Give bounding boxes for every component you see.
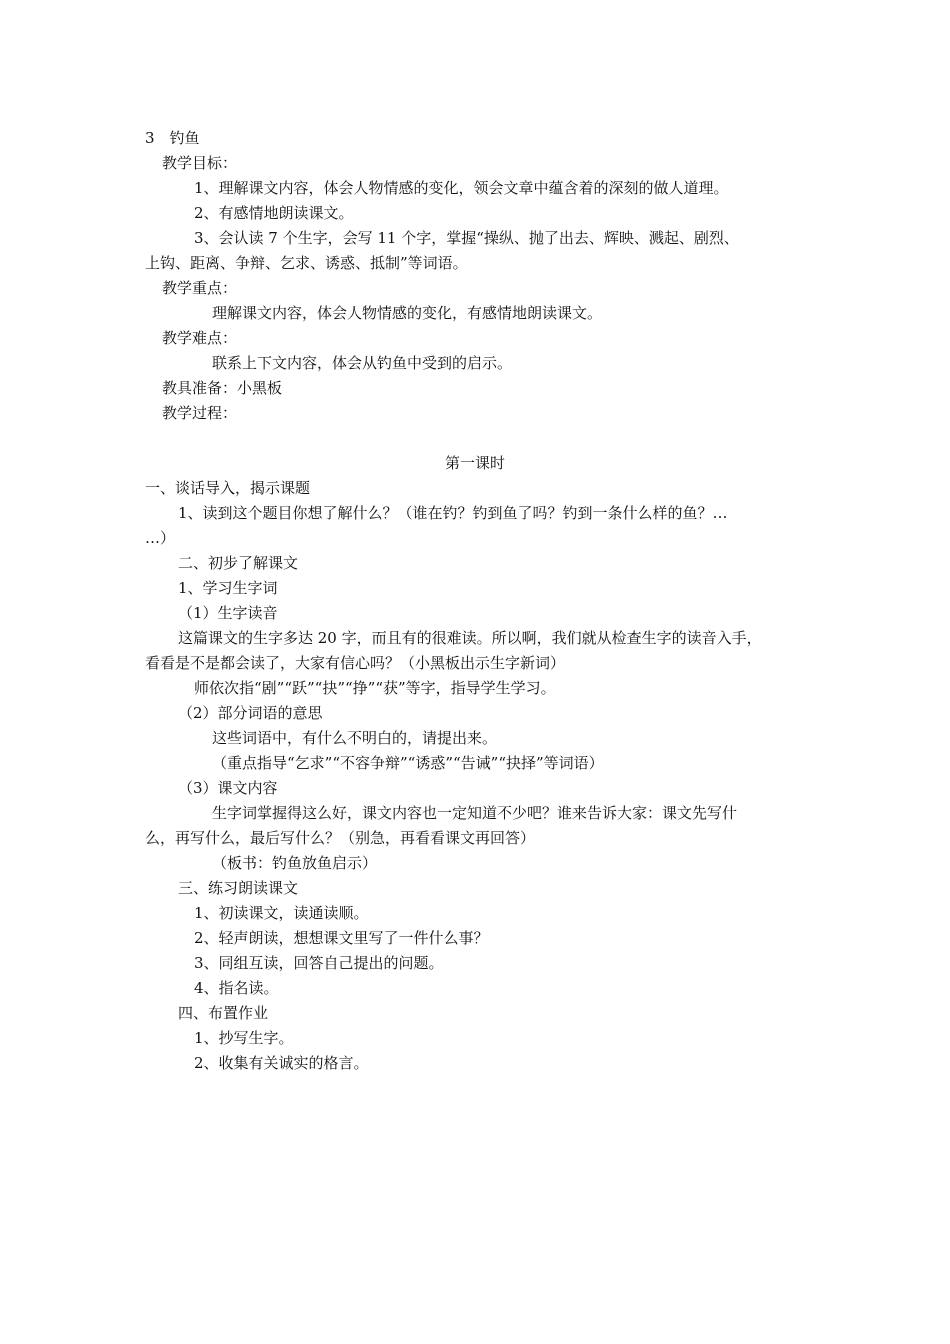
list-item: 1、抄写生字。: [194, 1029, 294, 1047]
section-heading: 四、布置作业: [178, 1004, 269, 1022]
paragraph-continuation: 看看是不是都会读了，大家有信心吗？（小黑板出示生字新词）: [145, 654, 566, 672]
difficulty-text: 联系上下文内容，体会从钓鱼中受到的启示。: [212, 354, 513, 372]
process-heading: 教学过程：: [162, 404, 238, 422]
goal-item: 1、理解课文内容，体会人物情感的变化，领会文章中蕴含着的深刻的做人道理。: [194, 179, 729, 197]
paragraph-text: 生字词掌握得这么好，课文内容也一定知道不少吧？谁来告诉大家：课文先写什: [212, 804, 738, 822]
section-heading: 一、谈话导入，揭示课题: [145, 479, 311, 497]
teaching-tools: 教具准备：小黑板: [162, 379, 283, 397]
subsection-heading: （1）生字读音: [178, 604, 278, 622]
list-item: 1、读到这个题目你想了解什么？（谁在钓？钓到鱼了吗？钓到一条什么样的鱼？…: [178, 504, 728, 522]
paragraph-continuation: 么，再写什么，最后写什么？（别急，再看看课文再回答）: [145, 829, 536, 847]
section-heading: 三、练习朗读课文: [178, 879, 299, 897]
paragraph-text: 师依次指“剧”“跃”“抉”“挣”“获”等字，指导学生学习。: [194, 679, 556, 697]
subsection-heading: （2）部分词语的意思: [178, 704, 323, 722]
list-item: 4、指名读。: [194, 979, 279, 997]
section-heading: 二、初步了解课文: [178, 554, 299, 572]
list-item: 1、学习生字词: [178, 579, 278, 597]
key-points-text: 理解课文内容，体会人物情感的变化，有感情地朗读课文。: [212, 304, 603, 322]
list-item: 3、同组互读，回答自己提出的问题。: [194, 954, 444, 972]
goals-heading: 教学目标：: [162, 154, 238, 172]
key-points-heading: 教学重点：: [162, 279, 238, 297]
goal-item-continuation: 上钩、距离、争辩、乞求、诱惑、抵制”等词语。: [145, 254, 468, 272]
list-item: 1、初读课文，读通读顺。: [194, 904, 369, 922]
list-item: 2、轻声朗读，想想课文里写了一件什么事？: [194, 929, 489, 947]
lesson-number-title: 3 钓鱼: [145, 129, 200, 147]
paragraph-text: （板书：钓鱼放鱼启示）: [212, 854, 378, 872]
paragraph-text: （重点指导“乞求”“不容争辩”“诱惑”“告诫”“抉择”等词语）: [212, 754, 604, 772]
difficulty-heading: 教学难点：: [162, 329, 238, 347]
list-item: 2、收集有关诚实的格言。: [194, 1054, 369, 1072]
subsection-heading: （3）课文内容: [178, 779, 278, 797]
list-item-continuation: …）: [145, 529, 176, 547]
goal-item: 3、会认读 7 个生字，会写 11 个字，掌握“操纵、抛了出去、辉映、溅起、剧烈、: [194, 229, 739, 247]
goal-item: 2、有感情地朗读课文。: [194, 204, 354, 222]
paragraph-text: 这篇课文的生字多达 20 字，而且有的很难读。所以啊，我们就从检查生字的读音入手，: [178, 629, 762, 647]
lesson-period-title: 第一课时: [444, 454, 505, 472]
paragraph-text: 这些词语中，有什么不明白的，请提出来。: [212, 729, 498, 747]
